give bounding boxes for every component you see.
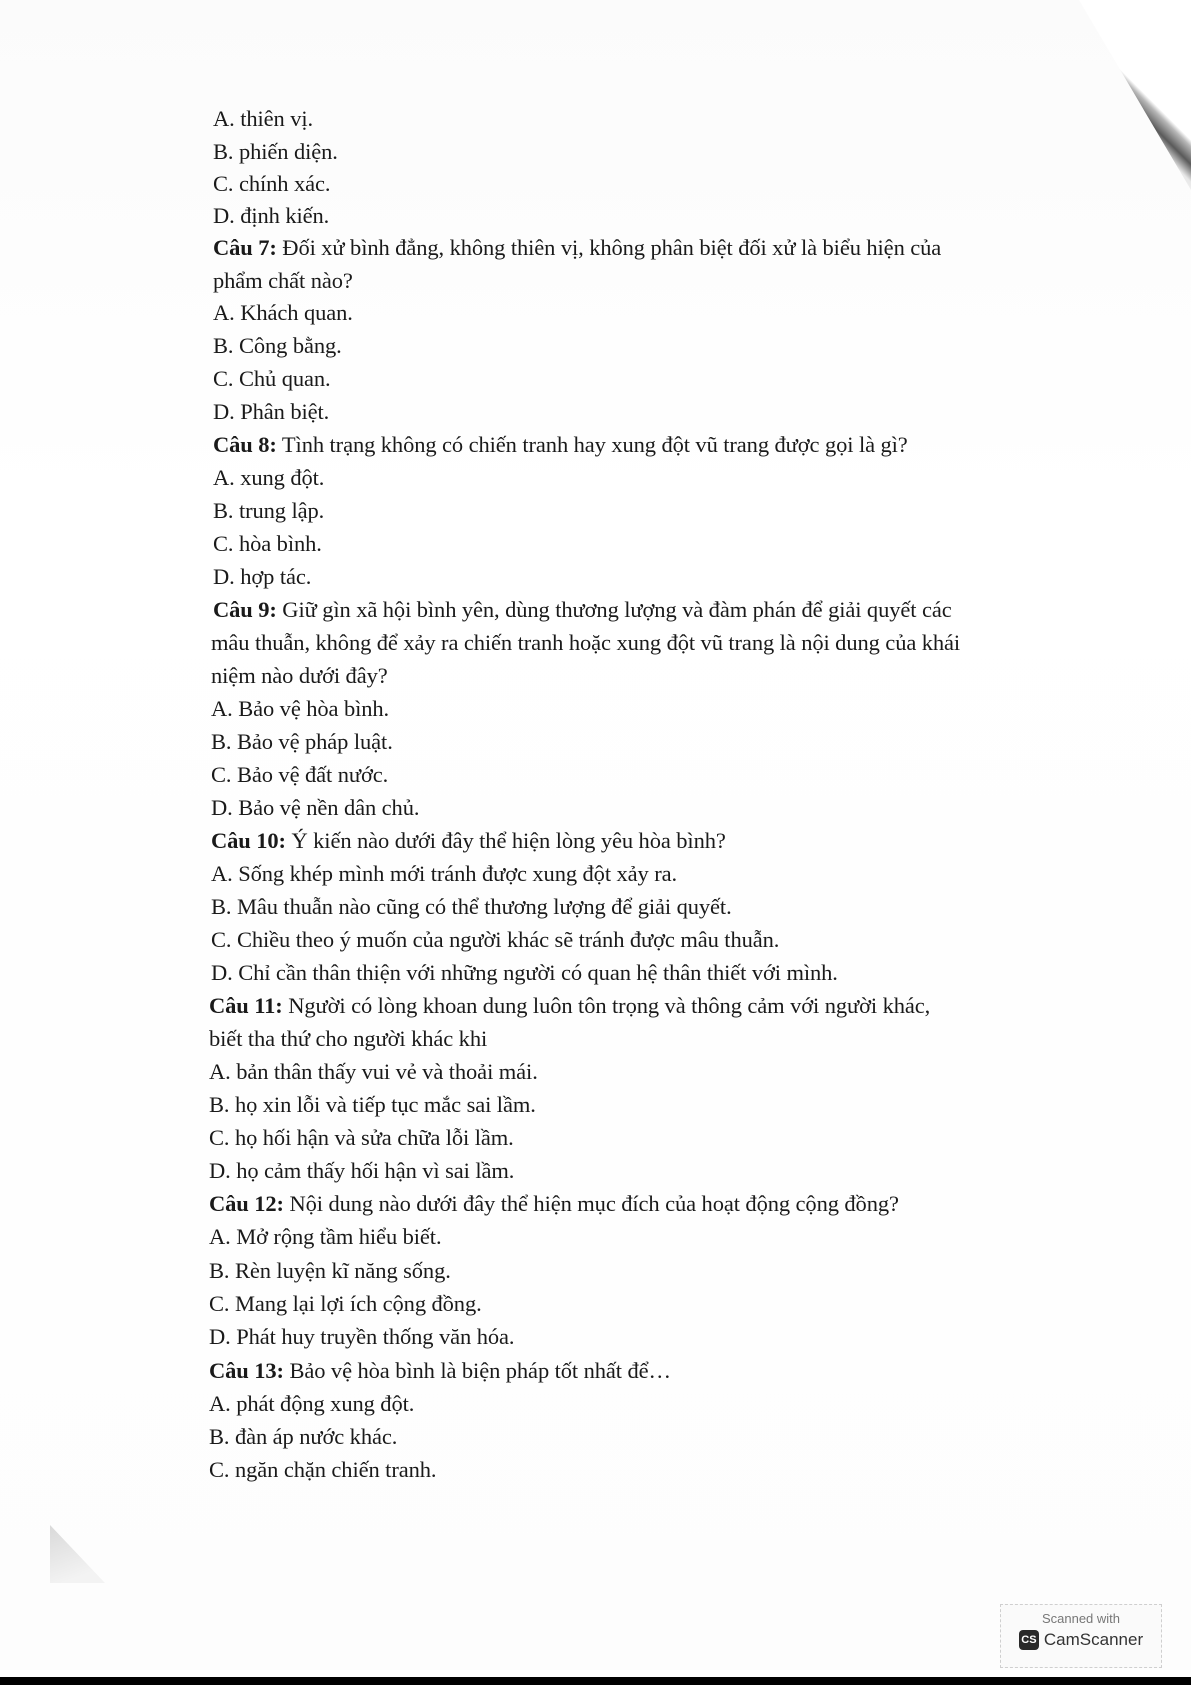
q12-number: Câu 12: [209,1191,284,1216]
q6-option-c: C. chính xác. [213,171,331,196]
q7-option-b: B. Công bằng. [213,333,342,358]
q8-option-d: D. hợp tác. [213,564,312,589]
q9-option-c: C. Bảo vệ đất nước. [211,762,389,787]
q6-option-b: B. phiến diện. [213,139,338,164]
q13-option-a: A. phát động xung đột. [209,1391,415,1416]
q10-option-b: B. Mâu thuẫn nào cũng có thể thương lượng để giải quyết. [211,894,732,919]
q9-option-b: B. Bảo vệ pháp luật. [211,729,393,754]
q7-option-a: A. Khách quan. [213,300,353,325]
watermark-caption: Scanned with [1041,1611,1121,1626]
q11-option-d: D. họ cảm thấy hối hận vì sai lầm. [209,1158,515,1183]
q9-stem-line2: mâu thuẫn, không để xảy ra chiến tranh hoặc xung đột vũ trang là nội dung của khái [211,630,961,655]
q6-option-d: D. định kiến. [213,203,330,228]
q8-option-b: B. trung lập. [213,498,325,523]
q11-option-c: C. họ hối hận và sửa chữa lỗi lầm. [209,1125,514,1150]
scan-bottom-edge [0,1677,1191,1685]
watermark-brand [1001,1630,1161,1650]
q11-stem-line1: Câu 11: Người có lòng khoan dung luôn tôn trọng và thông cảm với người khác, [209,993,931,1018]
q12-option-c: C. Mang lại lợi ích cộng đồng. [209,1291,482,1316]
q7-number: Câu 7: [213,235,277,260]
q9-stem-line3: niệm nào dưới đây? [211,663,388,688]
camscanner-logo-icon: CS [1019,1630,1039,1650]
q13-option-b: B. đàn áp nước khác. [209,1424,398,1449]
q8-stem-line1: Câu 8: Tình trạng không có chiến tranh hay xung đột vũ trang được gọi là gì? [213,432,908,457]
q8-number: Câu 8: [213,432,277,457]
q9-stem-line1: Câu 9: Giữ gìn xã hội bình yên, dùng thương lượng và đàm phán để giải quyết các [213,597,952,622]
q8-option-a: A. xung đột. [213,465,325,490]
q7-option-c: C. Chủ quan. [213,366,331,391]
q9-number: Câu 9: [213,597,277,622]
q10-option-d: D. Chỉ cần thân thiện với những người có quan hệ thân thiết với mình. [211,960,838,985]
q12-stem-line1: Câu 12: Nội dung nào dưới đây thể hiện mục đích của hoạt động cộng đồng? [209,1191,899,1216]
q7-stem-line1: Câu 7: Đối xử bình đẳng, không thiên vị, không phân biệt đối xử là biểu hiện của [213,235,942,260]
camscanner-watermark [1000,1604,1162,1668]
q10-option-a: A. Sống khép mình mới tránh được xung đột xảy ra. [211,861,678,886]
q11-stem-line2: biết tha thứ cho người khác khi [209,1026,488,1051]
q12-option-a: A. Mở rộng tầm hiểu biết. [209,1224,442,1249]
q6-option-a: A. thiên vị. [213,106,314,131]
q11-number: Câu 11: [209,993,283,1018]
q13-option-c: C. ngăn chặn chiến tranh. [209,1457,437,1482]
q9-option-d: D. Bảo vệ nền dân chủ. [211,795,420,820]
q10-option-c: C. Chiều theo ý muốn của người khác sẽ tránh được mâu thuẫn. [211,927,780,952]
q13-stem-line1: Câu 13: Bảo vệ hòa bình là biện pháp tốt nhất để… [209,1358,671,1383]
q10-number: Câu 10: [211,828,286,853]
q13-number: Câu 13: [209,1358,284,1383]
q12-option-b: B. Rèn luyện kĩ năng sống. [209,1258,451,1283]
q11-option-a: A. bản thân thấy vui vẻ và thoải mái. [209,1059,538,1084]
q10-stem-line1: Câu 10: Ý kiến nào dưới đây thể hiện lòng yêu hòa bình? [211,828,726,853]
q12-option-d: D. Phát huy truyền thống văn hóa. [209,1324,515,1349]
q11-option-b: B. họ xin lỗi và tiếp tục mắc sai lầm. [209,1092,536,1117]
q8-option-c: C. hòa bình. [213,531,322,556]
q7-option-d: D. Phân biệt. [213,399,330,424]
watermark-brand-name: CamScanner [1043,1630,1144,1649]
q7-stem-line2: phẩm chất nào? [213,268,353,293]
q9-option-a: A. Bảo vệ hòa bình. [211,696,390,721]
